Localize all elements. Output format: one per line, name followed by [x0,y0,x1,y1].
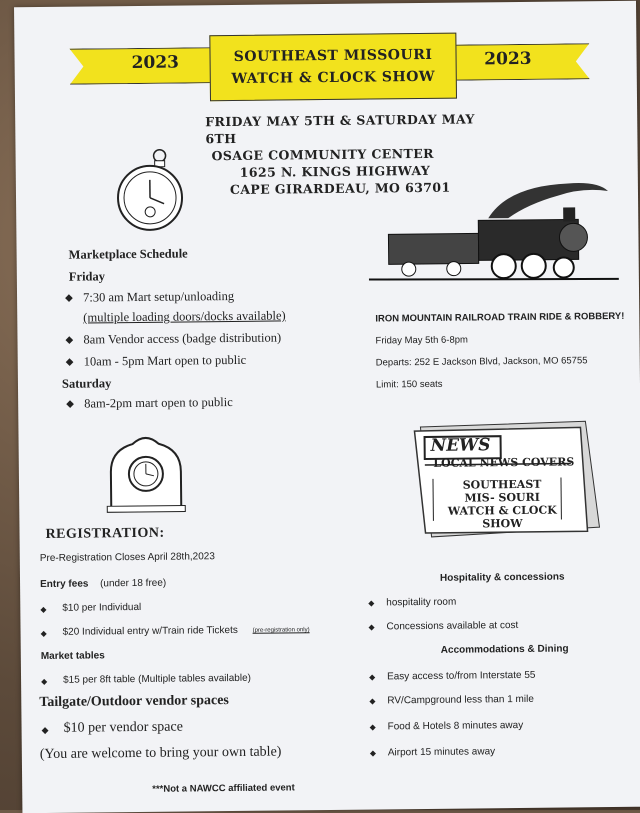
title-banner [69,31,590,108]
accommodation-item-3: Food & Hotels 8 minutes away [388,720,524,732]
hospitality-item-1: hospitality room [386,597,456,609]
event-city: CAPE GIRARDEAU, MO 63701 [206,178,476,198]
entry-fees-note: (under 18 free) [100,578,166,590]
bullet-icon: ◆ [66,357,74,368]
bullet-icon: ◆ [370,723,376,732]
entry-fee-individual: $10 per Individual [62,602,141,614]
news-masthead: NEWS [431,435,491,456]
bullet-icon: ◆ [42,725,49,736]
event-dates: FRIDAY MAY 5TH & SATURDAY MAY 6TH [205,110,475,147]
train-ride-date: Friday May 5th 6-8pm [375,335,468,347]
news-body: SOUTHEAST MIS- SOURI WATCH & CLOCK SHOW [447,478,558,531]
entry-fees-label: Entry fees [40,579,88,591]
preregistration-closes: Pre-Registration Closes April 28th,2023 [40,551,215,564]
saturday-item-1: 8am-2pm mart open to public [84,395,233,412]
bullet-icon: ◆ [41,629,47,638]
registration-heading: REGISTRATION: [45,526,164,543]
train-ride-limit: Limit: 150 seats [376,379,443,391]
bullet-icon: ◆ [41,677,47,686]
bring-table-note: (You are welcome to bring your own table) [40,744,282,763]
saturday-label: Saturday [62,376,111,392]
accommodation-item-4: Airport 15 minutes away [388,746,495,758]
bullet-icon: ◆ [65,293,73,304]
friday-label: Friday [69,269,105,284]
friday-item-1: 7:30 am Mart setup/unloading [83,289,234,306]
tailgate-price: $10 per vendor space [63,720,183,737]
hospitality-item-2: Concessions available at cost [386,620,518,632]
market-tables-label: Market tables [41,650,105,662]
banner-center [209,33,457,102]
title-line-2: WATCH & CLOCK SHOW [231,66,435,90]
mantel-clock-illustration [102,431,189,514]
title-line-1: SOUTHEAST MISSOURI [234,44,433,68]
event-street: 1625 N. KINGS HIGHWAY [206,161,476,181]
train-ride-title: IRON MOUNTAIN RAILROAD TRAIN RIDE & ROBBERY! [375,311,624,325]
friday-item-2: (multiple loading doors/docks available) [83,308,286,325]
accommodations-heading: Accommodations & Dining [441,643,569,655]
nawcc-disclaimer: ***Not a NAWCC affiliated event [152,782,295,794]
bullet-icon: ◆ [369,697,375,706]
accommodation-item-1: Easy access to/from Interstate 55 [387,670,536,683]
year-left: 2023 [132,53,180,73]
steam-train-illustration [368,177,619,290]
tailgate-heading: Tailgate/Outdoor vendor spaces [39,693,229,711]
event-venue: OSAGE COMMUNITY CENTER [205,144,475,164]
news-headline: LOCAL NEWS COVERS [429,455,579,470]
preregistration-only-note: (pre-registration only) [253,627,310,634]
bullet-icon: ◆ [370,749,376,758]
newspaper-illustration [410,419,601,539]
bullet-icon: ◆ [368,623,374,632]
bullet-icon: ◆ [65,335,73,346]
bullet-icon: ◆ [368,599,374,608]
friday-item-3: 8am Vendor access (badge distribution) [83,330,281,347]
accommodation-item-2: RV/Campground less than 1 mile [387,694,534,707]
bullet-icon: ◆ [66,399,74,410]
bullet-icon: ◆ [40,605,46,614]
market-table-price: $15 per 8ft table (Multiple tables available) [63,673,251,686]
bullet-icon: ◆ [369,673,375,682]
train-ride-departs: Departs: 252 E Jackson Blvd, Jackson, MO 65755 [376,355,588,368]
friday-item-4: 10am - 5pm Mart open to public [84,353,247,370]
pocket-watch-illustration [109,145,190,236]
entry-fee-train: $20 Individual entry w/Train ride Tickets [63,625,238,638]
marketplace-heading: Marketplace Schedule [69,246,188,262]
hospitality-heading: Hospitality & concessions [440,572,565,584]
flyer-paper [14,1,640,813]
year-right: 2023 [484,49,532,69]
